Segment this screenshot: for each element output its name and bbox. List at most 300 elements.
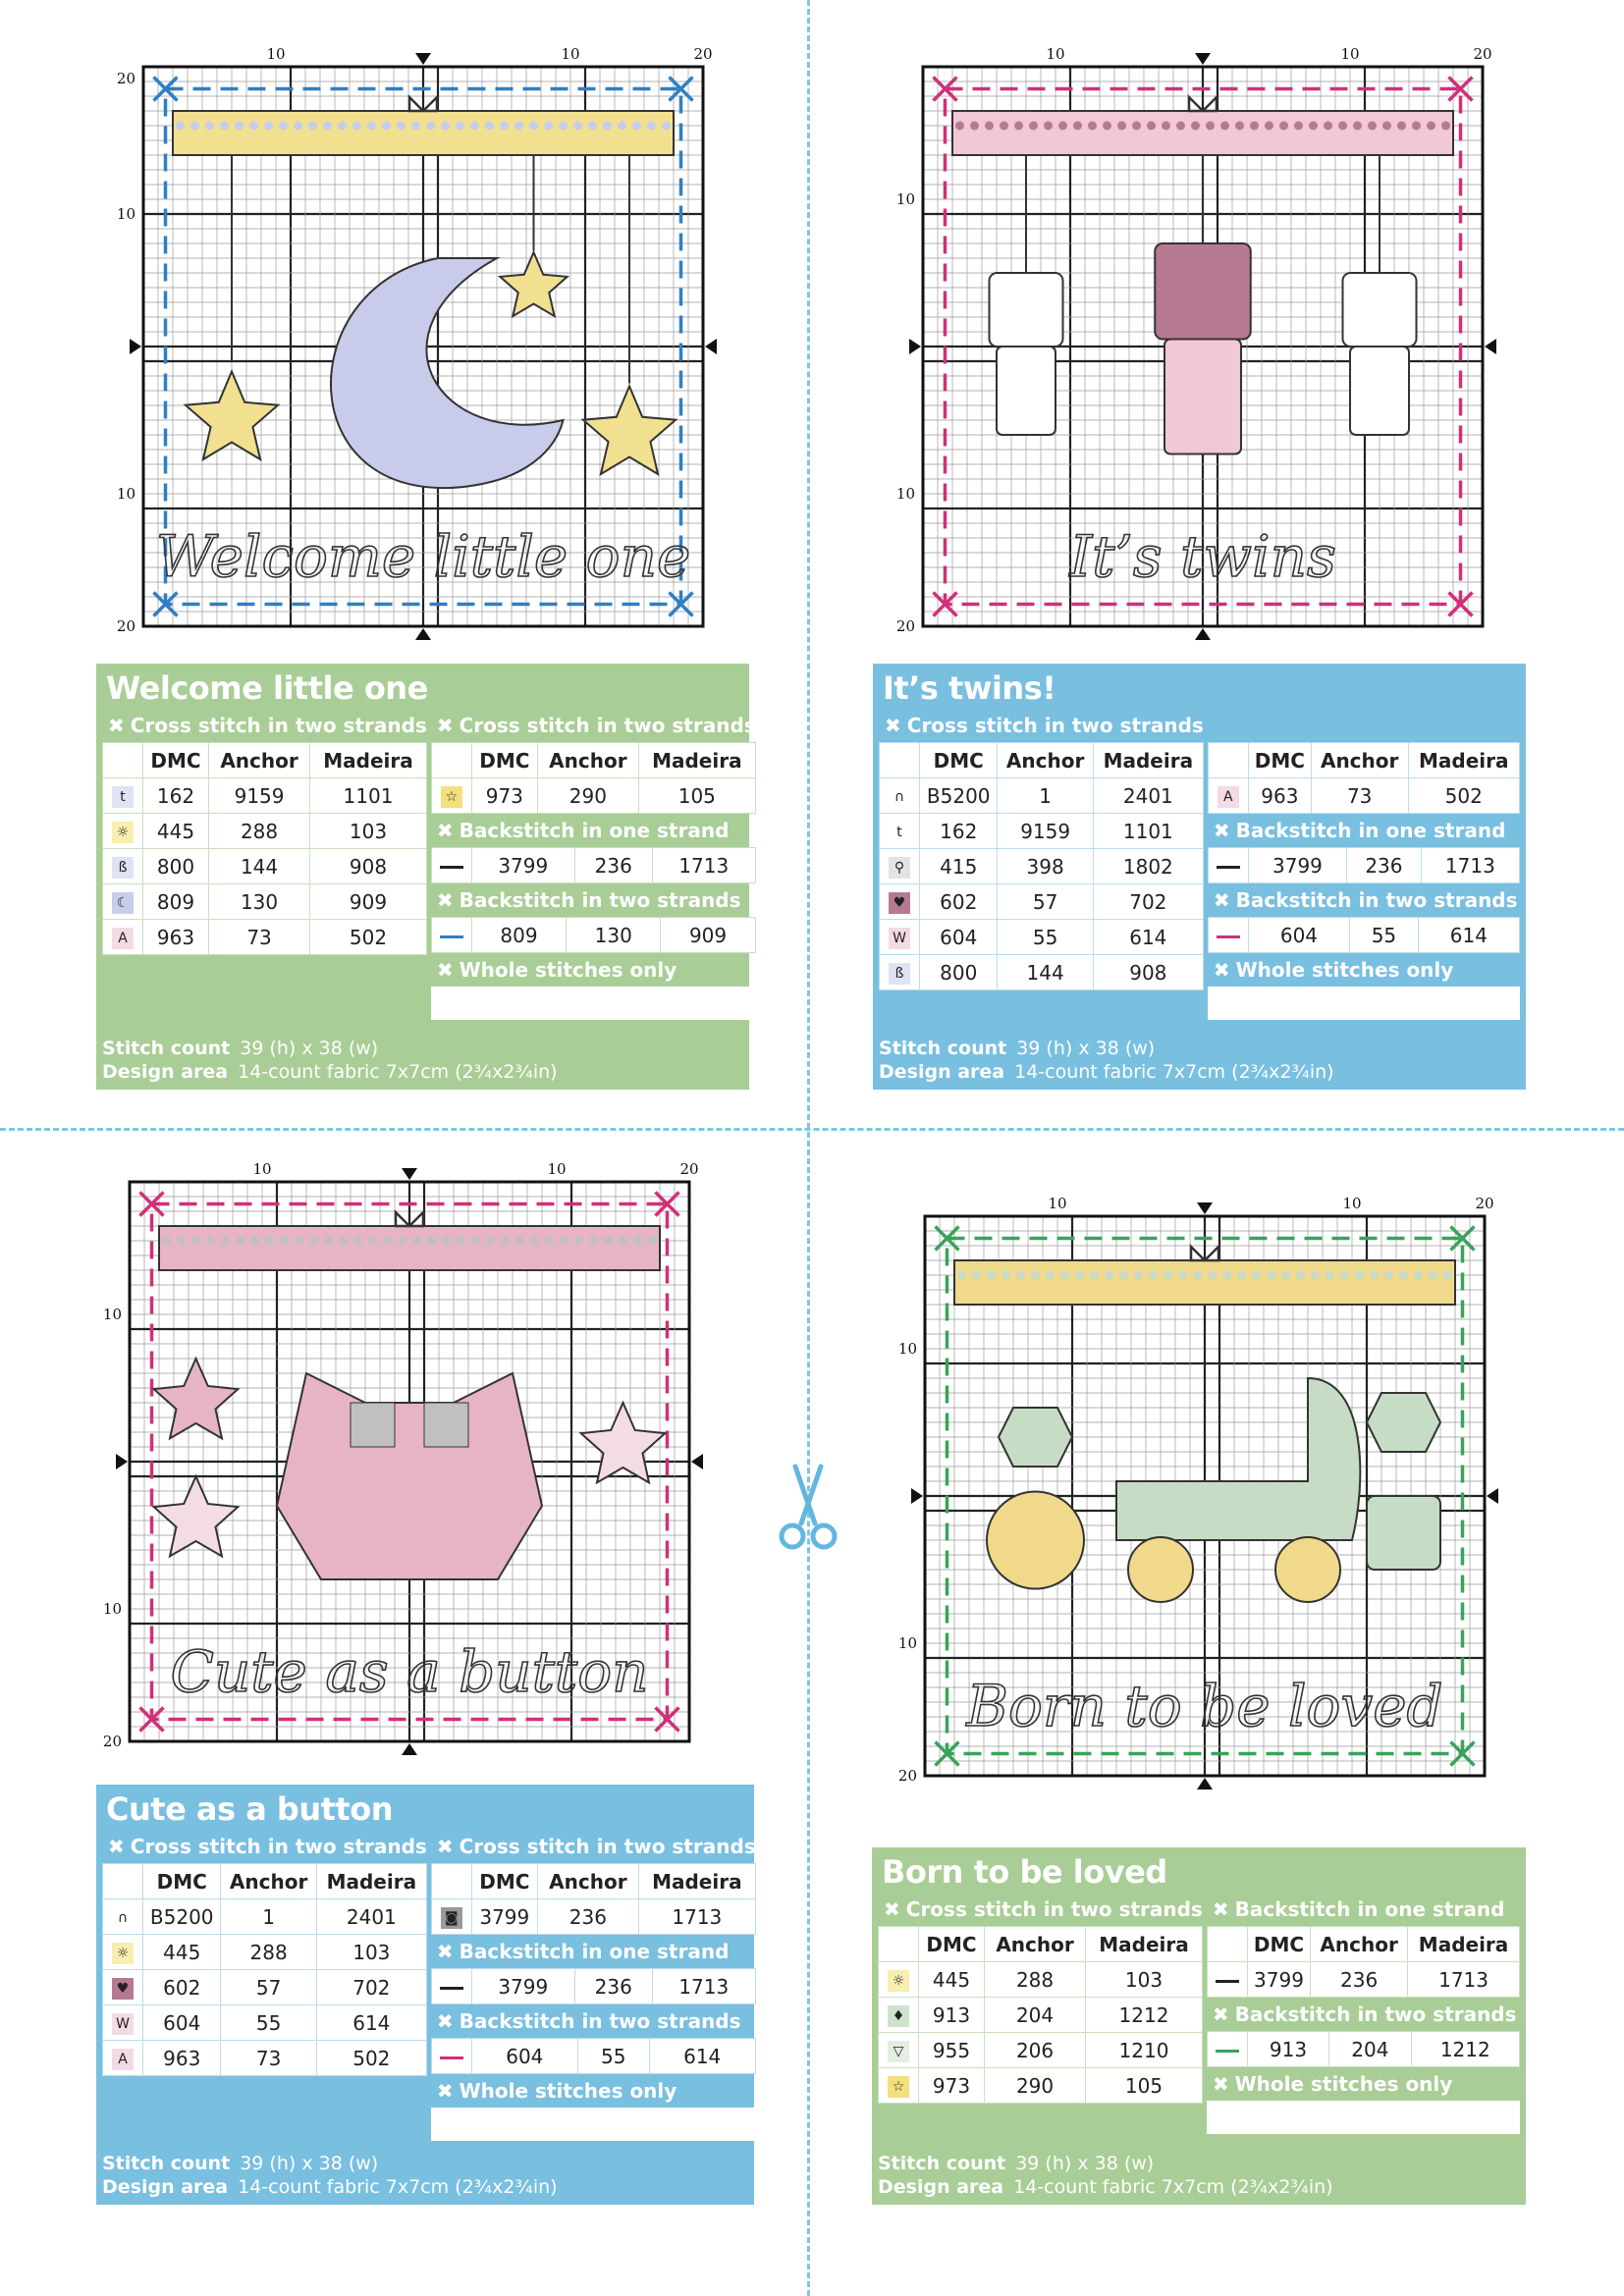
rail-stitch [1117, 122, 1126, 131]
backstitch-swatch [440, 2056, 463, 2059]
thread-table [879, 742, 1204, 990]
stitch-count-label: Stitch count [102, 2153, 231, 2174]
cross-icon: ✖ [436, 2079, 454, 2103]
rail-stitch [236, 1237, 244, 1246]
section-label: Backstitch in one strand [459, 819, 730, 842]
scale-label-top: 20 [679, 1160, 699, 1178]
madeira-value: 1212 [1086, 1998, 1203, 2033]
section-label: Cross stitch in two strands [130, 714, 427, 737]
section-heading [431, 953, 756, 987]
symbol-cell [431, 1969, 471, 2004]
rail-bar [173, 111, 674, 155]
thread-table [431, 917, 756, 953]
header-row [880, 743, 1204, 778]
rail-stitch [987, 1271, 996, 1280]
symbol-cell [880, 920, 920, 955]
rail-stitch [383, 1237, 392, 1246]
rattle-ring [999, 1408, 1072, 1467]
symbol-cell [103, 920, 143, 955]
horizontal-cut-line [0, 1128, 1624, 1131]
thread-table [1208, 847, 1520, 883]
section-label: Cross stitch in two strands [459, 1835, 756, 1858]
design-area-label: Design area [102, 2176, 229, 2198]
center-arrow-bottom [1197, 1778, 1213, 1789]
thread-table [431, 1968, 756, 2004]
anchor-value: 55 [577, 2039, 649, 2074]
section-heading [431, 2074, 756, 2108]
header-symbol [103, 743, 143, 778]
dmc-value: 602 [143, 1970, 221, 2005]
key-title: Born to be loved [882, 1853, 1167, 1891]
dmc-value: B5200 [143, 1899, 221, 1935]
rail-stitch [177, 1237, 186, 1246]
dmc-value: 415 [920, 849, 998, 884]
rail-stitch [1267, 1271, 1275, 1280]
rail-stitch [1441, 122, 1450, 131]
symbol-swatch: ☼ [888, 1970, 909, 1992]
anchor-value: 73 [221, 2041, 316, 2076]
section-label: Backstitch in two strands [1235, 888, 1518, 912]
cross-icon: ✖ [1213, 958, 1230, 982]
madeira-value: 502 [310, 920, 427, 955]
rail-stitch [280, 1237, 289, 1246]
scale-label-left: 10 [895, 485, 915, 503]
scale-label-left: 10 [116, 205, 135, 223]
header-row [879, 1927, 1203, 1962]
anchor-value: 288 [208, 814, 309, 849]
banner-rail [173, 111, 674, 155]
rail-stitch [1279, 122, 1288, 131]
anchor-value: 144 [208, 849, 309, 884]
anchor-value: 57 [998, 884, 1093, 920]
symbol-swatch: A [112, 2049, 134, 2070]
cross-icon: ✖ [1212, 2072, 1229, 2096]
thread-row [879, 1998, 1203, 2033]
thread-row [431, 1969, 755, 2004]
thread-table [431, 847, 756, 883]
thread-row [880, 778, 1204, 814]
header-anchor: Anchor [208, 743, 309, 778]
symbol-cell [431, 1899, 471, 1935]
rail-stitch [353, 1237, 362, 1246]
symbol-cell [1207, 2032, 1247, 2067]
rail-stitch [235, 122, 244, 131]
madeira-value: 1713 [652, 1969, 755, 2004]
rail-stitch [1162, 122, 1170, 131]
rail-stitch [442, 1237, 451, 1246]
rail-stitch [1001, 1271, 1010, 1280]
scale-label-top: 10 [561, 45, 580, 63]
rail-stitch [1029, 122, 1038, 131]
rail-stitch [573, 122, 582, 131]
rail-stitch [323, 122, 332, 131]
madeira-value: 614 [1418, 918, 1519, 953]
scale-label-top: 10 [1342, 1195, 1362, 1212]
cross-icon: ✖ [884, 1897, 900, 1921]
thread-table [878, 1926, 1203, 2104]
symbol-cell [103, 1970, 143, 2005]
center-arrow-top [1197, 1202, 1213, 1214]
thread-row [1208, 778, 1519, 814]
cross-icon: ✖ [1212, 2002, 1229, 2026]
madeira-value: 614 [649, 2039, 755, 2074]
rail-stitch [603, 122, 612, 131]
section-heading [431, 1830, 756, 1863]
madeira-value: 103 [316, 1935, 426, 1970]
madeira-value: 908 [1093, 955, 1203, 990]
stitch-count-value: 39 (h) x 38 (w) [240, 1038, 379, 1059]
thread-row [879, 1962, 1203, 1998]
anchor-value: 236 [574, 848, 652, 883]
dmc-value: 963 [143, 2041, 221, 2076]
rail-stitch [618, 122, 626, 131]
rail-stitch [1058, 122, 1067, 131]
key-footer [878, 2152, 1333, 2199]
thread-row [103, 2005, 427, 2041]
rail-stitch [470, 122, 479, 131]
madeira-value: 702 [1093, 884, 1203, 920]
header-anchor: Anchor [537, 1864, 638, 1899]
design-area-label: Design area [879, 1061, 1005, 1083]
header-dmc: DMC [919, 1927, 985, 1962]
dmc-value: 3799 [1248, 848, 1346, 883]
vertical-cut-line [807, 0, 810, 2296]
rail-stitch [1237, 1271, 1246, 1280]
rail-stitch [1134, 1271, 1143, 1280]
section-label: Backstitch in one strand [1234, 1897, 1505, 1921]
cross-icon: ✖ [436, 2009, 454, 2033]
bear-body [1164, 340, 1241, 454]
thread-table [1208, 917, 1520, 953]
key-title: Cute as a button [106, 1790, 393, 1828]
rail-stitch [1235, 122, 1244, 131]
dmc-value: 445 [143, 814, 209, 849]
rail-stitch [1176, 122, 1185, 131]
rail-stitch [205, 122, 214, 131]
rattle-ring [1367, 1393, 1440, 1452]
madeira-value: 909 [310, 884, 427, 920]
dmc-value: B5200 [920, 778, 998, 814]
rail-stitch [1016, 1271, 1025, 1280]
rail-stitch [382, 122, 391, 131]
symbol-cell [1207, 1962, 1247, 1998]
bear-head [1155, 243, 1251, 340]
rail-stitch [1105, 1271, 1113, 1280]
rail-stitch [1031, 1271, 1040, 1280]
key-right-column [431, 1830, 756, 2141]
scale-label-top: 10 [1340, 45, 1360, 63]
thread-row [1207, 1962, 1519, 1998]
rail-stitch [338, 122, 347, 131]
madeira-value: 614 [316, 2005, 426, 2041]
anchor-value: 57 [221, 1970, 316, 2005]
anchor-value: 73 [1311, 778, 1408, 814]
section-heading [102, 1830, 427, 1863]
section-label: Whole stitches only [459, 2079, 677, 2103]
rail-stitch [647, 122, 656, 131]
design-area-value: 14-count fabric 7x7cm (2¾x2¾in) [238, 1061, 558, 1083]
stitch-count-label: Stitch count [879, 1038, 1007, 1059]
symbol-cell [103, 778, 143, 814]
thread-row [103, 884, 427, 920]
section-label: Backstitch in two strands [1234, 2002, 1517, 2026]
symbol-swatch: ⚲ [889, 857, 910, 879]
cross-icon: ✖ [436, 714, 454, 737]
anchor-value: 1 [998, 778, 1093, 814]
rail-stitch [295, 1237, 303, 1246]
dmc-value: 445 [143, 1935, 221, 1970]
rail-stitch [1222, 1271, 1231, 1280]
header-dmc: DMC [1248, 743, 1311, 778]
symbol-cell [879, 2068, 919, 2104]
anchor-value: 288 [984, 1962, 1085, 1998]
section-heading [1208, 953, 1520, 987]
rail-stitch [221, 1237, 230, 1246]
rail-stitch [1368, 122, 1377, 131]
rail-stitch [1427, 122, 1435, 131]
rail-stitch [427, 1237, 436, 1246]
header-anchor: Anchor [1311, 743, 1408, 778]
scale-label-top: 10 [1046, 45, 1065, 63]
section-label: Cross stitch in two strands [906, 714, 1204, 737]
stitch-count-line [102, 2152, 558, 2175]
bear-head [1343, 273, 1417, 347]
thread-row [431, 918, 755, 953]
center-arrow-left [130, 339, 141, 354]
whole-stitches-strip [1207, 2101, 1520, 2134]
rail-stitch [264, 122, 273, 131]
symbol-cell [103, 2041, 143, 2076]
dmc-value: 3799 [471, 1899, 537, 1935]
backstitch-swatch [1216, 1980, 1239, 1983]
symbol-swatch: ▽ [888, 2041, 909, 2062]
rail-bar [954, 1260, 1455, 1305]
scale-label-top: 20 [1473, 45, 1492, 63]
rail-stitch [486, 1237, 495, 1246]
scale-label-top: 10 [1048, 1195, 1067, 1212]
madeira-value: 2401 [316, 1899, 426, 1935]
section-heading [1207, 2067, 1520, 2101]
key-left-column [102, 709, 427, 1020]
thread-table [1207, 2031, 1520, 2067]
thread-row [431, 778, 755, 814]
chart-cute [79, 1158, 707, 1767]
symbol-swatch: ß [889, 963, 910, 985]
backstitch-swatch [440, 1987, 463, 1990]
rail-stitch [457, 1237, 465, 1246]
center-arrow-left [909, 339, 921, 354]
symbol-cell [880, 814, 920, 849]
rail-stitch [529, 122, 538, 131]
rail-stitch [515, 1237, 524, 1246]
cross-icon: ✖ [1212, 1897, 1229, 1921]
center-arrow-right [1487, 1488, 1498, 1504]
cross-icon: ✖ [108, 1835, 125, 1858]
chart-born [874, 1193, 1512, 1821]
madeira-value: 1101 [310, 778, 427, 814]
scale-label-top: 10 [547, 1160, 567, 1178]
thread-row [879, 2033, 1203, 2068]
scale-label-top: 20 [693, 45, 713, 63]
rail-stitch [662, 122, 671, 131]
rattle-ball [987, 1492, 1084, 1589]
rail-stitch [1206, 122, 1215, 131]
madeira-value: 502 [1408, 778, 1519, 814]
symbol-cell [103, 849, 143, 884]
motto-text: Welcome little one [155, 523, 691, 590]
rail-stitch [1191, 122, 1200, 131]
dmc-value: 973 [471, 778, 537, 814]
section-label: Backstitch in one strand [459, 1940, 730, 1963]
dmc-value: 963 [143, 920, 209, 955]
rail-stitch [574, 1237, 583, 1246]
key-title: Welcome little one [106, 669, 428, 707]
rail-stitch [308, 122, 317, 131]
chart-welcome [88, 39, 713, 638]
scale-label-left: 10 [116, 485, 135, 503]
madeira-value: 1713 [638, 1899, 755, 1935]
header-symbol [879, 1927, 919, 1962]
rail-stitch [588, 122, 597, 131]
rail-stitch [456, 122, 464, 131]
rail-stitch [648, 1237, 657, 1246]
scale-label-left: 10 [897, 1634, 917, 1652]
section-label: Cross stitch in two strands [130, 1835, 427, 1858]
rail-stitch [604, 1237, 613, 1246]
key-right-column [1207, 1893, 1520, 2134]
cross-icon: ✖ [436, 1940, 454, 1963]
dmc-value: 3799 [471, 848, 574, 883]
pram-wheel [1128, 1537, 1193, 1602]
key-title: It’s twins! [883, 669, 1056, 707]
section-heading [879, 709, 1204, 742]
section-heading [431, 883, 756, 917]
owl-motif [277, 1373, 542, 1579]
rail-stitch [411, 122, 420, 131]
thread-row [1208, 848, 1519, 883]
key-columns [102, 1830, 756, 2141]
rail-stitch [1355, 1271, 1364, 1280]
rail-stitch [619, 1237, 627, 1246]
thread-row [880, 814, 1204, 849]
rail-stitch [397, 122, 406, 131]
banner-rail [159, 1226, 660, 1270]
rail-stitch [294, 122, 302, 131]
whole-stitches-strip [431, 987, 756, 1020]
header-dmc: DMC [920, 743, 998, 778]
dmc-value: 963 [1248, 778, 1311, 814]
dmc-value: 604 [1248, 918, 1349, 953]
rail-stitch [1382, 122, 1391, 131]
rail-stitch [398, 1237, 406, 1246]
design-area-label: Design area [878, 2176, 1004, 2198]
rail-stitch [633, 1237, 642, 1246]
scissors-icon [776, 1463, 840, 1553]
rail-stitch [309, 1237, 318, 1246]
madeira-value: 1802 [1093, 849, 1203, 884]
design-area-line [102, 1060, 558, 1084]
key-box [872, 1847, 1526, 2205]
key-born [872, 1847, 1526, 2205]
center-arrow-right [705, 339, 717, 354]
section-heading [878, 1893, 1203, 1926]
rail-stitch [1193, 1271, 1202, 1280]
backstitch-swatch [440, 866, 463, 869]
section-heading [431, 1935, 756, 1968]
thread-table [1208, 742, 1520, 814]
symbol-swatch: ☼ [112, 822, 134, 843]
design-area-line [879, 1060, 1334, 1084]
rail-stitch [1046, 1271, 1055, 1280]
section-label: Whole stitches only [1235, 958, 1454, 982]
header-madeira: Madeira [638, 1864, 755, 1899]
thread-row [1207, 2032, 1519, 2067]
header-anchor: Anchor [221, 1864, 316, 1899]
scale-label-top: 10 [252, 1160, 272, 1178]
rail-stitch [1164, 1271, 1172, 1280]
scale-label-left: 20 [116, 617, 135, 635]
dmc-value: 604 [471, 2039, 577, 2074]
rail-stitch [544, 122, 553, 131]
symbol-cell [880, 884, 920, 920]
symbol-cell [103, 814, 143, 849]
anchor-value: 290 [984, 2068, 1085, 2104]
rail-stitch [955, 122, 964, 131]
symbol-cell [879, 2033, 919, 2068]
madeira-value: 1713 [1408, 1962, 1520, 1998]
symbol-swatch: ♦ [888, 2005, 909, 2027]
header-anchor: Anchor [537, 743, 638, 778]
rail-stitch [1324, 122, 1332, 131]
key-left-column [879, 709, 1204, 1020]
rail-stitch [1178, 1271, 1187, 1280]
symbol-swatch: A [112, 928, 134, 949]
dmc-value: 809 [143, 884, 209, 920]
center-arrow-right [1485, 339, 1496, 354]
rail-stitch [1149, 1271, 1158, 1280]
section-heading [431, 2004, 756, 2038]
design-area-line [878, 2175, 1333, 2199]
symbol-swatch: ∩ [889, 786, 910, 808]
rail-stitch [514, 122, 523, 131]
thread-row [431, 2039, 755, 2074]
stitch-count-label: Stitch count [102, 1038, 231, 1059]
madeira-value: 1210 [1086, 2033, 1203, 2068]
motto-text: Born to be loved [966, 1673, 1443, 1739]
thread-table [431, 742, 756, 814]
header-madeira: Madeira [1093, 743, 1203, 778]
rail-stitch [545, 1237, 554, 1246]
anchor-value: 130 [567, 918, 661, 953]
anchor-value: 290 [537, 778, 638, 814]
symbol-swatch: ☆ [441, 786, 462, 808]
header-row [1207, 1927, 1519, 1962]
design-area-value: 14-count fabric 7x7cm (2¾x2¾in) [238, 2176, 558, 2198]
madeira-value: 103 [310, 814, 427, 849]
dmc-value: 913 [1247, 2032, 1328, 2067]
thread-row [103, 2041, 427, 2076]
anchor-value: 130 [208, 884, 309, 920]
rail-stitch [1370, 1271, 1379, 1280]
cross-icon: ✖ [885, 714, 901, 737]
rail-stitch [1014, 122, 1023, 131]
thread-row [880, 849, 1204, 884]
anchor-value: 144 [998, 955, 1093, 990]
cross-icon: ✖ [436, 958, 454, 982]
rail-stitch [972, 1271, 981, 1280]
rail-stitch [1088, 122, 1097, 131]
header-anchor: Anchor [984, 1927, 1085, 1962]
